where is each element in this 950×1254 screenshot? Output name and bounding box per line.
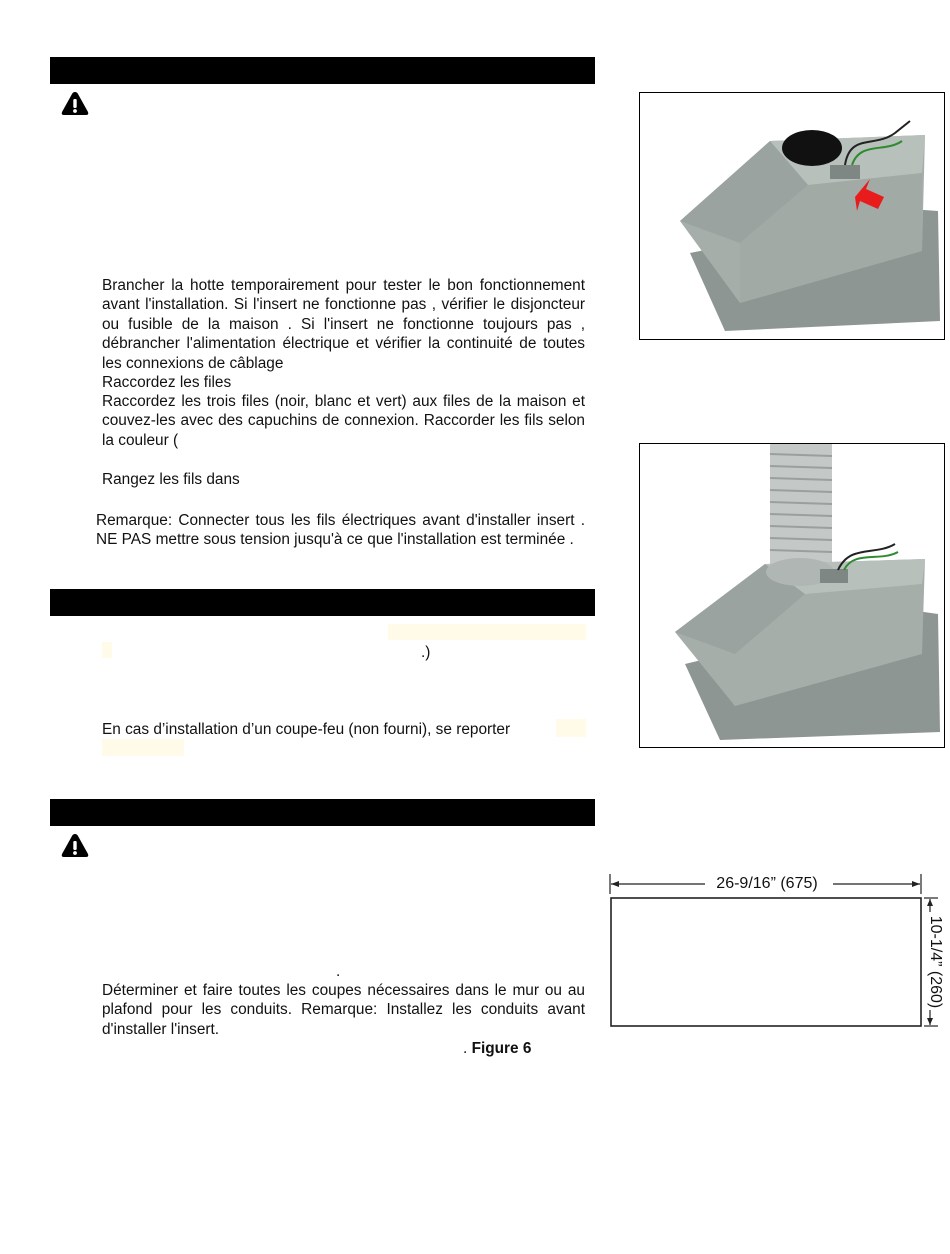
figure-prefix: . [463, 1040, 468, 1057]
note-paragraph: Remarque: Connecter tous les fils électriques avant d'installer insert . NE PAS mettre sous tension jusqu'à ce que l'installation est terminée . [96, 512, 585, 549]
width-dimension-label: 26-9/16” (675) [716, 875, 818, 892]
highlight-block [102, 739, 184, 756]
section-header-bar-2 [50, 589, 595, 616]
photo-hood-wiring [639, 92, 945, 340]
connect-heading: Raccordez les files [102, 374, 232, 391]
figure-label: Figure 6 [471, 1040, 532, 1057]
dot-text: . [336, 963, 341, 980]
hood-insert-illustration [640, 93, 944, 339]
height-dimension-label: 10-1/4” (260) [927, 915, 944, 1009]
section-header-bar-3 [50, 799, 595, 826]
cutout-dimension-diagram [600, 862, 945, 1042]
warning-triangle-icon [60, 832, 90, 860]
store-wires-text: Rangez les fils dans [102, 471, 240, 488]
cuts-paragraph: Déterminer et faire toutes les coupes nécessaires dans le mur ou au plafond pour les conduits. Remarque: Installez les conduits avant d'installer l'insert. [102, 982, 585, 1038]
highlight-block [388, 624, 586, 640]
firestop-text: En cas d’installation d’un coupe-feu (non fourni), se reporter [102, 721, 511, 738]
photo-hood-duct [639, 443, 945, 748]
figure-reference [463, 1039, 531, 1058]
highlight-block [102, 642, 112, 658]
connect-paragraph: Raccordez les trois files (noir, blanc et vert) aux files de la maison et couvez-les avec des capuchins de connexion. Raccorder les fils selon la couleur ( [102, 393, 585, 449]
section-header-bar-1 [50, 57, 595, 84]
hood-duct-illustration [640, 444, 944, 747]
test-paragraph: Brancher la hotte temporairement pour tester le bon fonctionnement avant l'installation. Si l'insert ne fonctionne pas , vérifier le disjoncteur ou fusible de la maison . Si l'insert ne fonctionne toujours pas , débrancher l'alimentation électrique et vérifier la continuité de toutes les connexions de câblage [102, 277, 585, 372]
paren-close-text: .) [421, 644, 431, 661]
warning-triangle-icon [60, 90, 90, 118]
highlight-block [556, 719, 586, 737]
